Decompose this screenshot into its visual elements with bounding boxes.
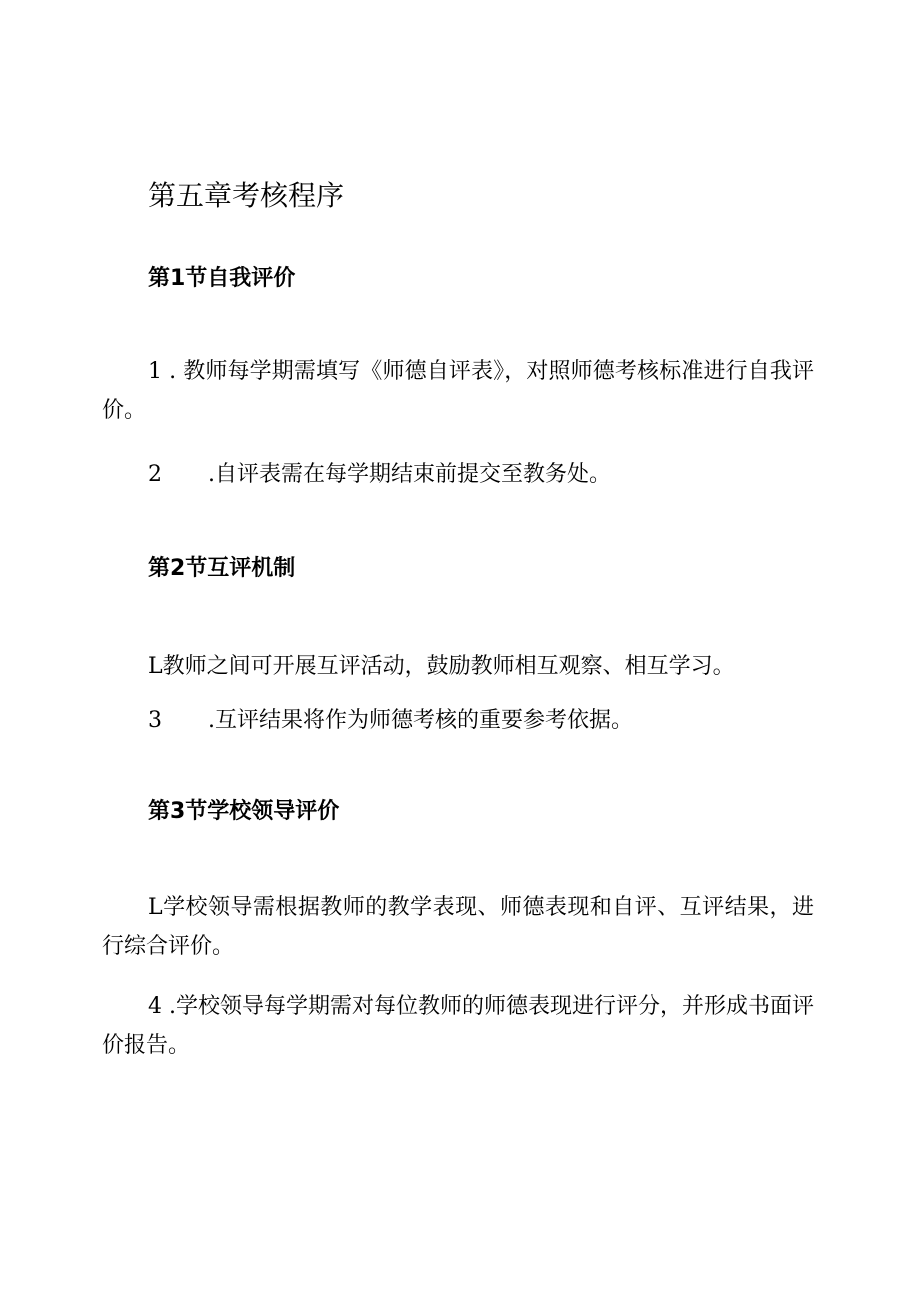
item-text: .互评结果将作为师德考核的重要参考依据。 xyxy=(208,708,633,733)
paragraph-1-1: 1 . 教师每学期需填写《师德自评表》，对照师德考核标准进行自我评价。 xyxy=(102,359,814,423)
paragraph-3-1: L学校领导需根据教师的教学表现、师德表现和自评、互评结果，进行综合评价。 xyxy=(102,895,814,959)
item-text: .自评表需在每学期结束前提交至教务处。 xyxy=(208,462,611,487)
paragraph-3-2: 4 .学校领导每学期需对每位教师的师德表现进行评分，并形成书面评价报告。 xyxy=(102,994,814,1058)
section-heading-1: 第1节自我评价 xyxy=(148,266,296,291)
item-number: 2 xyxy=(148,462,162,487)
item-number: 3 xyxy=(148,708,162,733)
paragraph-1-2 xyxy=(102,455,814,494)
section-heading-3: 第3节学校领导评价 xyxy=(148,799,340,824)
section-heading-2: 第2节互评机制 xyxy=(148,556,296,581)
paragraph-2-1: L教师之间可开展互评活动，鼓励教师相互观察、相互学习。 xyxy=(148,654,735,679)
paragraph-2-2 xyxy=(102,701,814,740)
chapter-title: 第五章考核程序 xyxy=(148,179,345,212)
